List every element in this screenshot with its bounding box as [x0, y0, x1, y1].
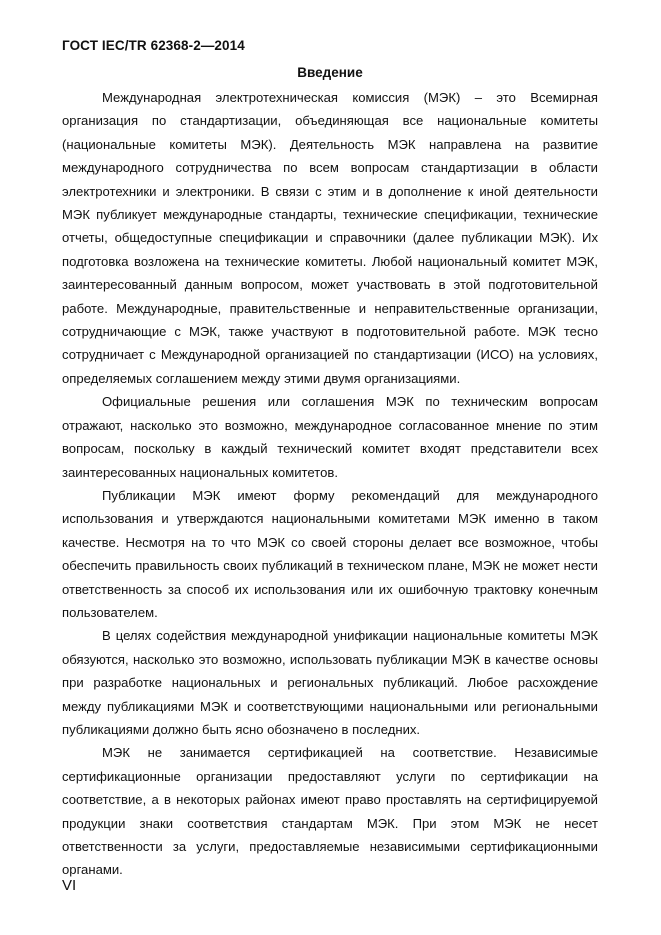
- section-title: Введение: [297, 65, 363, 80]
- paragraph: Международная электротехническая комиссия (МЭК) – это Всемирная организация по стандартизации, объединяющая все национальные комитеты (национальные комитеты МЭК). Деятельность МЭК направлена на развитие международного сотрудничества по всем вопросам стандартизации в области электротехники и электроники. В связи с этим и в дополнение к иной деятельности МЭК публикует международные стандарты, технические спецификации, технические отчеты, общедоступные спецификации и справочники (далее публикации МЭК). Их подготовка возложена на технические комитеты. Любой национальный комитет МЭК, заинтересованный данным вопросом, может участвовать в этой подготовительной работе. Международные, правительственные и неправительственные организации, сотрудничающие с МЭК, также участвуют в подготовительной работе. МЭК тесно сотрудничает с Международной организацией по стандартизации (ИСО) на условиях, определяемых соглашением между этими двумя организациями.: [62, 90, 598, 386]
- paragraph: Официальные решения или соглашения МЭК по техническим вопросам отражают, насколько это возможно, международное согласованное мнение по этим вопросам, поскольку в каждый технический комитет входят представители всех заинтересованных национальных комитетов.: [62, 394, 598, 480]
- page-number: VI: [62, 877, 77, 894]
- document-header: ГОСТ IEC/TR 62368-2—2014: [62, 38, 245, 53]
- paragraph: Публикации МЭК имеют форму рекомендаций для международного использования и утверждаются национальными комитетами МЭК именно в таком качестве. Несмотря на то что МЭК со своей стороны делает все возможное, чтобы обеспечить правильность своих публикаций в техническом плане, МЭК не может нести ответственность за способ их использования или их ошибочную трактовку конечным пользователем.: [62, 487, 598, 620]
- body-text: [62, 86, 598, 882]
- paragraph: МЭК не занимается сертификацией на соответствие. Независимые сертификационные организации предоставляют услуги по сертификации на соответствие, а в некоторых районах имеют право проставлять на сертифицируемой продукции знаки соответствия стандартам МЭК. При этом МЭК не несет ответственности за услуги, предоставляемые независимыми сертификационными органами.: [62, 745, 598, 878]
- paragraph: В целях содействия международной унификации национальные комитеты МЭК обязуются, насколько это возможно, использовать публикации МЭК в качестве основы при разработке национальных и региональных публикаций. Любое расхождение между публикациями МЭК и соответствующими национальными или региональными публикациями должно быть ясно обозначено в последних.: [62, 628, 598, 737]
